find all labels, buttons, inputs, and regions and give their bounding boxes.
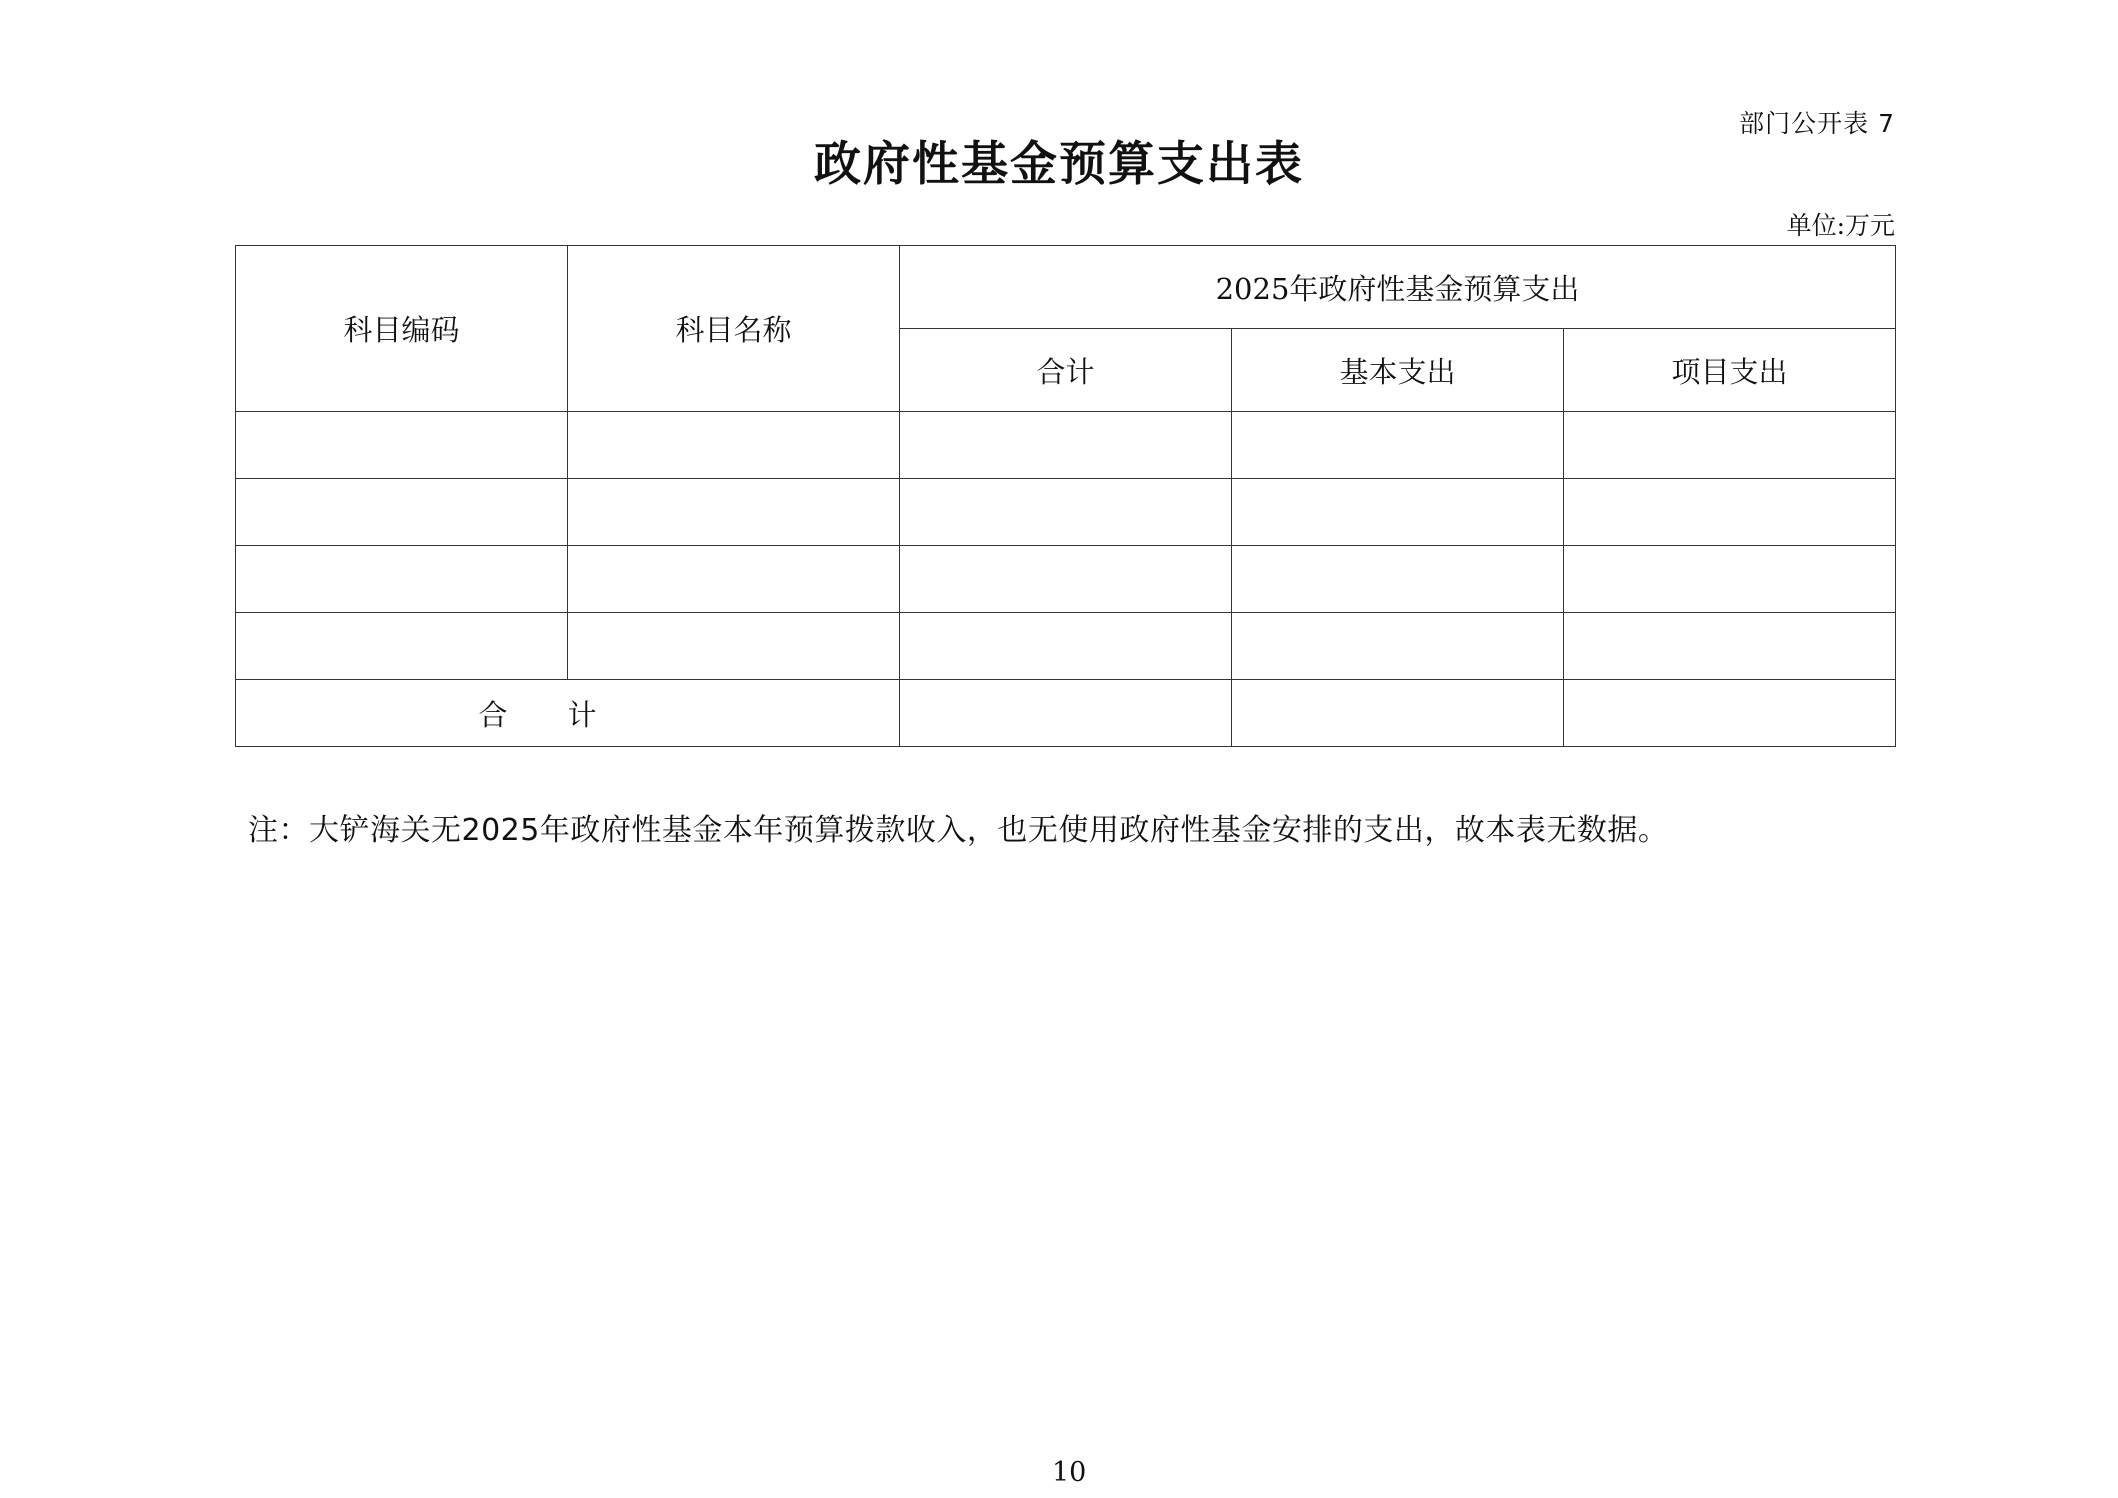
col-header-basic: 基本支出 [1232,329,1564,412]
cell-name [568,412,900,479]
budget-table [235,245,1896,747]
note-text: 注：大铲海关无2025年政府性基金本年预算拨款收入，也无使用政府性基金安排的支出，故本表无数据。 [248,813,1669,848]
cell-basic [1232,479,1564,546]
col-header-group: 2025年政府性基金预算支出 [900,246,1896,329]
cell-total [900,479,1232,546]
cell-name [568,479,900,546]
cell-project [1564,412,1896,479]
total-cell-total [900,680,1232,747]
table-total-row [236,680,1896,747]
cell-basic [1232,546,1564,613]
cell-code [236,479,568,546]
table-row [236,479,1896,546]
cell-code [236,412,568,479]
cell-total [900,412,1232,479]
page-number: 10 [1052,1457,1087,1488]
table-row [236,412,1896,479]
cell-name [568,613,900,680]
cell-code [236,613,568,680]
total-row-label-text: 合计 [478,697,657,732]
unit-label: 单位:万元 [1786,211,1895,240]
cell-total [900,546,1232,613]
cell-project [1564,546,1896,613]
cell-basic [1232,613,1564,680]
cell-project [1564,479,1896,546]
total-cell-basic [1232,680,1564,747]
cell-basic [1232,412,1564,479]
page-label: 部门公开表 7 [1739,109,1895,138]
col-header-name: 科目名称 [568,246,900,412]
table-row [236,613,1896,680]
page-title: 政府性基金预算支出表 [814,137,1304,192]
col-header-total: 合计 [900,329,1232,412]
cell-total [900,613,1232,680]
table-header-row [236,246,1896,329]
total-cell-project [1564,680,1896,747]
total-row-label [236,680,900,747]
cell-project [1564,613,1896,680]
table-row [236,546,1896,613]
col-header-project: 项目支出 [1564,329,1896,412]
cell-name [568,546,900,613]
cell-code [236,546,568,613]
col-header-code: 科目编码 [236,246,568,412]
